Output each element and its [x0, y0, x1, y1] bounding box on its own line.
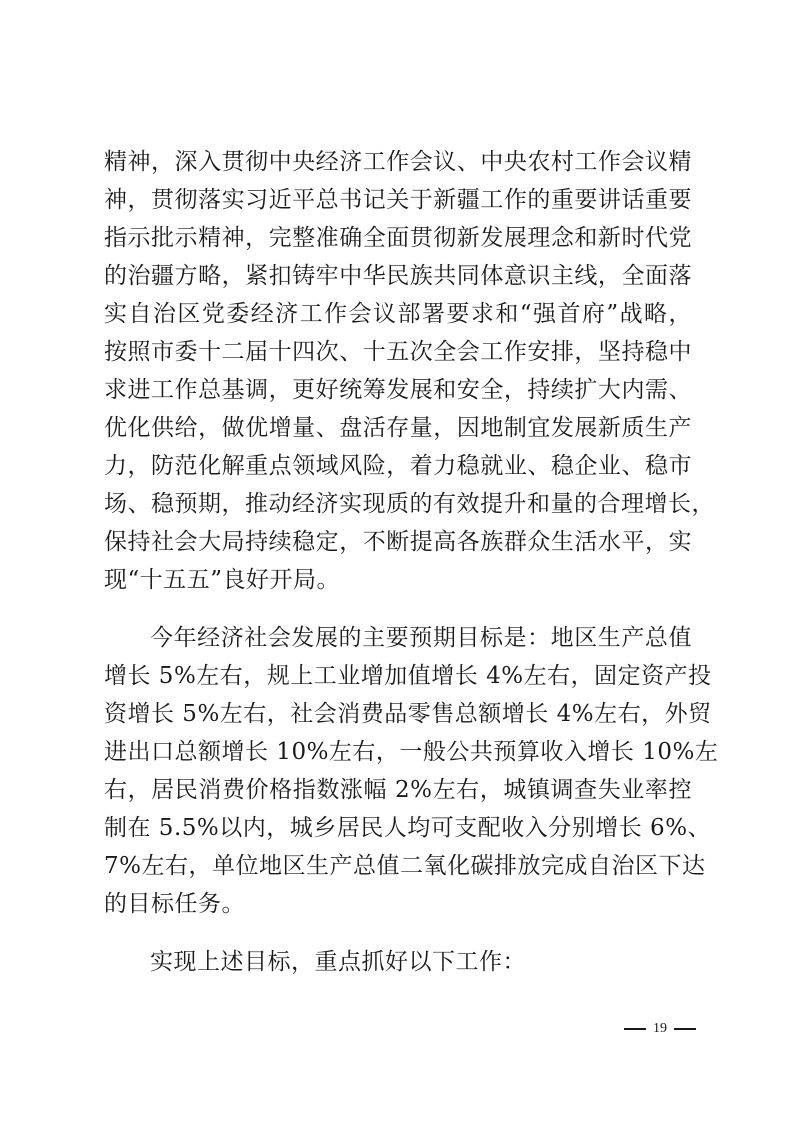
paragraph-1-line-1: 精神，深入贯彻中央经济工作会议、中央农村工作会议精	[104, 149, 692, 175]
paragraph-1-line-8: 优化供给，做优增量、盘活存量，因地制宜发展新质生产	[104, 415, 692, 441]
paragraph-1-line-10: 场、稳预期，推动经济实现质的有效提升和量的合理增长，	[104, 491, 715, 517]
paragraph-2-line-5: 右，居民消费价格指数涨幅 2%左右，城镇调查失业率控	[104, 777, 692, 803]
paragraph-2-line-6: 制在 5.5%以内，城乡居民人均可支配收入分别增长 6%、	[104, 815, 712, 841]
paragraph-1-line-6: 按照市委十二届十四次、十五次全会工作安排，坚持稳中	[104, 339, 692, 365]
paragraph-2-line-4: 进出口总额增长 10%左右，一般公共预算收入增长 10%左	[104, 739, 719, 765]
paragraph-2-line-1: 今年经济社会发展的主要预期目标是：地区生产总值	[150, 625, 692, 651]
paragraph-1-line-5: 实自治区党委经济工作会议部署要求和“强首府”战略，	[104, 301, 692, 327]
paragraph-2-line-8: 的目标任务。	[104, 891, 245, 917]
paragraph-1-line-3: 指示批示精神，完整准确全面贯彻新发展理念和新时代党	[104, 225, 692, 251]
paragraph-2-line-2: 增长 5%左右，规上工业增加值增长 4%左右，固定资产投	[104, 663, 712, 689]
paragraph-2-line-3: 资增长 5%左右，社会消费品零售总额增长 4%左右，外贸	[104, 701, 712, 727]
paragraph-1-line-11: 保持社会大局持续稳定，不断提高各族群众生活水平，实	[104, 529, 692, 555]
paragraph-1-line-7: 求进工作总基调，更好统筹发展和安全，持续扩大内需、	[104, 377, 692, 403]
paragraph-3-line-1: 实现上述目标，重点抓好以下工作：	[150, 949, 526, 975]
footer-dash-right	[674, 1028, 696, 1030]
paragraph-1-line-4: 的治疆方略，紧扣铸牢中华民族共同体意识主线，全面落	[104, 263, 692, 289]
footer-dash-left	[624, 1028, 646, 1030]
paragraph-1-line-2: 神，贯彻落实习近平总书记关于新疆工作的重要讲话重要	[104, 187, 692, 213]
paragraph-1-line-12: 现“十五五”良好开局。	[104, 567, 341, 593]
page-footer	[624, 1017, 696, 1041]
paragraph-2-line-7: 7%左右，单位地区生产总值二氧化碳排放完成自治区下达	[104, 853, 706, 879]
page-number: 19	[653, 1021, 667, 1036]
paragraph-1-line-9: 力，防范化解重点领域风险，着力稳就业、稳企业、稳市	[104, 453, 692, 479]
